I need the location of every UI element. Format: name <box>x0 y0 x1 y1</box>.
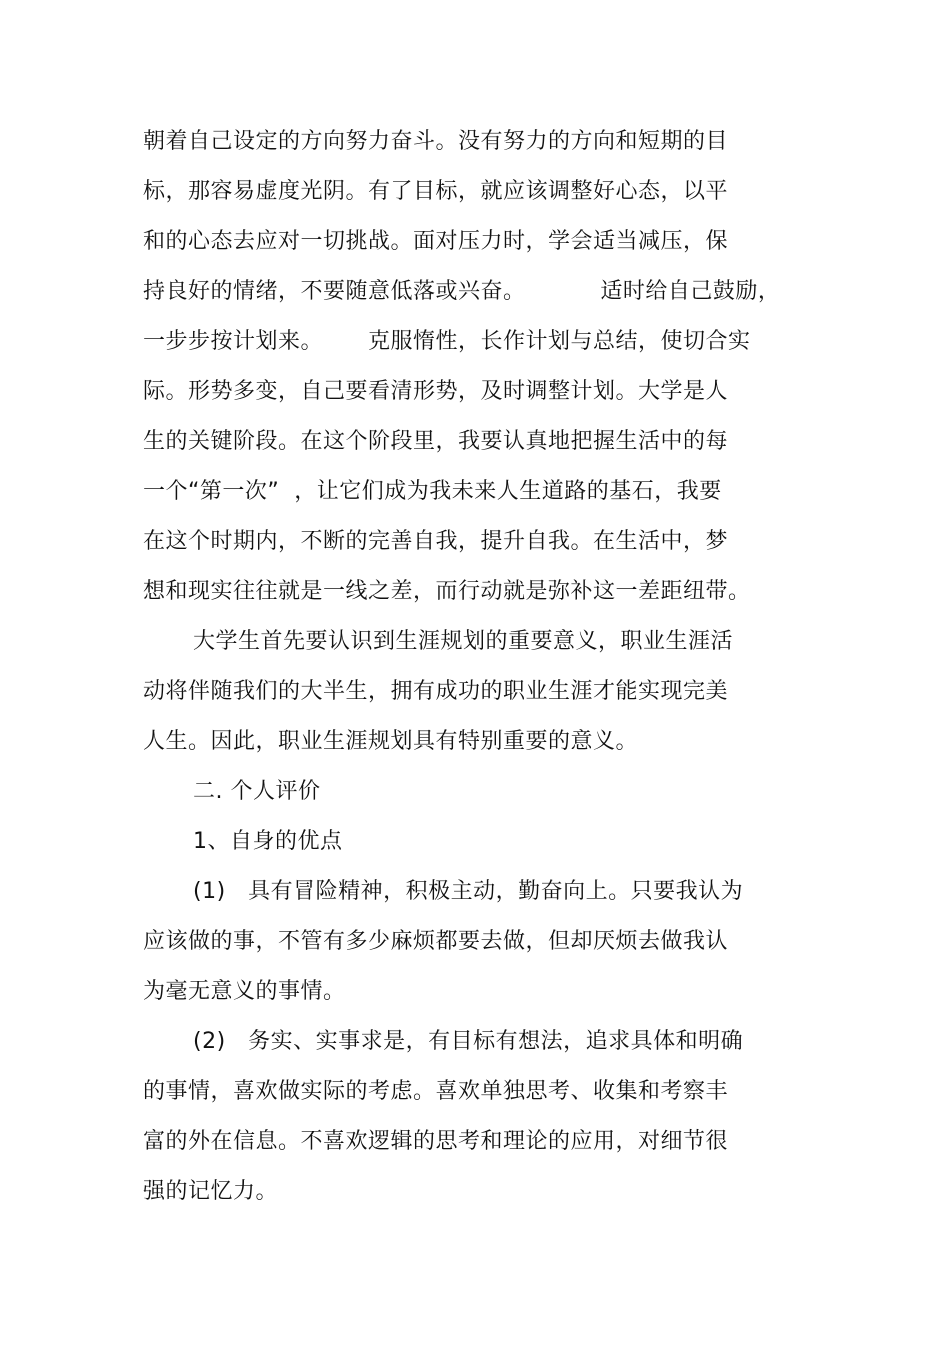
paragraph-1-line-10: 想和现实往往就是一线之差，而行动就是弥补这一差距纽带。 <box>143 579 751 604</box>
paragraph-1-line-3: 和的心态去应对一切挑战。面对压力时，学会适当减压，保 <box>143 229 729 254</box>
subsection-heading: 1、自身的优点 <box>193 829 343 854</box>
paragraph-1-line-7: 生的关键阶段。在这个阶段里，我要认真地把握生活中的每 <box>143 429 729 454</box>
paragraph-1-line-1: 朝着自己设定的方向努力奋斗。没有努力的方向和短期的目 <box>143 129 729 154</box>
paragraph-1-line-9: 在这个时期内，不断的完善自我，提升自我。在生活中，梦 <box>143 529 729 554</box>
paragraph-2-line-1: 大学生首先要认识到生涯规划的重要意义，职业生涯活 <box>193 629 734 654</box>
paragraph-1-line-4: 持良好的情绪，不要随意低落或兴奋。 适时给自己鼓励， <box>143 279 781 304</box>
section-heading: 二. 个人评价 <box>193 779 321 804</box>
paragraph-1-line-5: 一步步按计划来。 克服惰性，长作计划与总结，使切合实 <box>143 329 751 354</box>
paragraph-2-line-3: 人生。因此，职业生涯规划具有特别重要的意义。 <box>143 729 639 754</box>
paragraph-1-line-2: 标，那容易虚度光阴。有了目标，就应该调整好心态，以平 <box>143 179 729 204</box>
paragraph-1-line-6: 际。形势多变，自己要看清形势，及时调整计划。大学是人 <box>143 379 729 404</box>
item-1-line-1: (1) 具有冒险精神，积极主动，勤奋向上。只要我认为 <box>193 879 744 904</box>
item-2-line-2: 的事情，喜欢做实际的考虑。喜欢单独思考、收集和考察丰 <box>143 1079 729 1104</box>
item-1-line-3: 为毫无意义的事情。 <box>143 979 346 1004</box>
item-2-line-3: 富的外在信息。不喜欢逻辑的思考和理论的应用，对细节很 <box>143 1129 729 1154</box>
paragraph-2-line-2: 动将伴随我们的大半生，拥有成功的职业生涯才能实现完美 <box>143 679 729 704</box>
item-2-line-1: (2) 务实、实事求是，有目标有想法，追求具体和明确 <box>193 1029 744 1054</box>
item-2-line-4: 强的记忆力。 <box>143 1179 279 1204</box>
item-1-line-2: 应该做的事，不管有多少麻烦都要去做，但却厌烦去做我认 <box>143 929 729 954</box>
paragraph-1-line-8: 一个“第一次” ，让它们成为我未来人生道路的基石，我要 <box>143 479 722 504</box>
